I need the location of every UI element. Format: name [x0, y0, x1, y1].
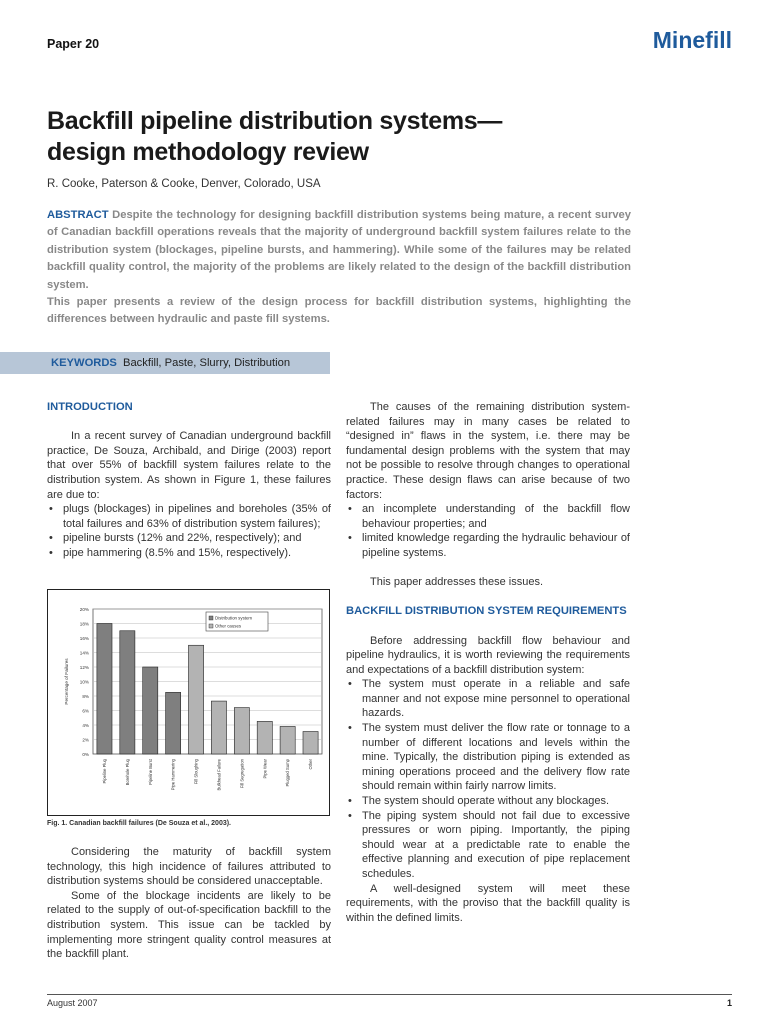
x-tick-label: Plugged Sump: [285, 759, 291, 787]
bar-plugged-sump: [280, 726, 295, 754]
x-tick-label: Pipe Hammering: [170, 759, 176, 791]
x-tick-label: Fill Segregation: [239, 759, 245, 789]
list-item: • plugs (blockages) in pipelines and boreholes (35% of total failures and 63% of distribution system failures);: [47, 502, 331, 531]
y-tick-label: 2%: [82, 737, 89, 743]
x-tick-label: Borehole Plug: [124, 759, 130, 786]
y-tick-label: 20%: [79, 607, 89, 612]
bar-bulkhead-failure: [211, 701, 226, 754]
list-item: • The system must operate in a reliable and safe manner and not expose mine personnel to operational hazards.: [346, 677, 630, 721]
bar-pipe-hammering: [166, 692, 181, 754]
maturity-paragraph: Considering the maturity of backfill system technology, this high incidence of failures attributed to distribution systems should be considered unacceptable.: [47, 846, 331, 888]
list-item: • limited knowledge regarding the hydraulic behaviour of pipeline systems.: [346, 531, 630, 560]
abstract-paragraph-1: [47, 207, 631, 294]
page-number: 1: [726, 998, 732, 1008]
keywords-label: KEYWORDS: [51, 357, 117, 369]
y-tick-label: 12%: [79, 665, 89, 670]
list-item: • an incomplete understanding of the backfill flow behaviour properties; and: [346, 502, 630, 531]
failure-bullets: [47, 502, 331, 560]
y-tick-label: 14%: [79, 650, 89, 656]
title-line-2: design methodology review: [47, 138, 369, 166]
bar-fill-segregation: [234, 708, 249, 754]
factors-bullets: [346, 502, 630, 560]
list-item: • The system should operate without any blockages.: [346, 794, 630, 809]
title-line-1: Backfill pipeline distribution systems—: [47, 107, 503, 135]
x-tick-label: Pipeline Burst: [147, 759, 153, 785]
bar-pipe-wear: [257, 721, 272, 754]
abstract-text-1: Despite the technology for designing backfill distribution systems being mature, a recent survey of Canadian backfill operations reveals that the majority of underground backfill system failures relate to the distribution system (blockages, pipeline bursts, and hammering). While some of the failures may be related backfill quality control, the majority of the problems are likely related to the design of the backfill distribution system.: [47, 209, 631, 291]
list-item: • The piping system should not fail due to excessive pressures or worn piping. Importantly, the piping should wear at a predictable rate to enable the effective planning and execution of pipe replacement schedules.: [346, 809, 630, 882]
legend-swatch: [209, 616, 213, 620]
list-item: • pipe hammering (8.5% and 15%, respectively).: [47, 546, 331, 561]
y-axis-label: Percentage of Failures: [64, 658, 69, 705]
abstract-paragraph-2: This paper presents a review of the design process for backfill distribution systems, highlighting the differences between hydraulic and paste fill systems.: [47, 296, 631, 326]
bar-borehole-plug: [120, 631, 135, 754]
abstract: [47, 207, 631, 329]
x-tick-label: Bulkhead Failure: [216, 759, 222, 791]
left-column: [47, 400, 331, 561]
failures-bar-chart: [48, 590, 331, 817]
intro-paragraph: In a recent survey of Canadian underground backfill practice, De Souza, Archibald, and Dirige (2003) report that over 55% of backfill system failures relate to the distribution system. As shown in Figure 1, these failures are due to:: [47, 430, 331, 501]
y-tick-label: 18%: [79, 621, 89, 627]
bar-other: [303, 732, 318, 754]
requirements-bullets: [346, 677, 630, 881]
x-tick-label: Pipe Wear: [262, 759, 268, 779]
y-tick-label: 16%: [79, 636, 89, 641]
right-column: [346, 400, 630, 925]
legend-entry: Other causes: [215, 623, 242, 629]
x-tick-label: Pipeline Plug: [101, 759, 107, 784]
causes-paragraph: The causes of the remaining distribution system-related failures may in many cases be related to “designed in” flaws in the system, i.e. there may be fundamental design problems with the system that may not be possible to resolve through changes to operational practice. These design flaws can arise because of two factors:: [346, 401, 630, 501]
introduction-heading: INTRODUCTION: [47, 401, 133, 413]
keywords-text: Backfill, Paste, Slurry, Distribution: [123, 357, 291, 369]
figure-caption: Fig. 1. Canadian backfill failures (De Souza et al., 2003).: [47, 820, 232, 827]
paper-number: Paper 20: [47, 37, 100, 51]
abstract-label: ABSTRACT: [47, 209, 109, 221]
legend-entry: Distribution system: [215, 615, 253, 621]
y-tick-label: 10%: [79, 679, 89, 685]
x-tick-label: Other: [308, 759, 314, 770]
requirements-heading: BACKFILL DISTRIBUTION SYSTEM REQUIREMENTS: [346, 605, 627, 618]
authors: R. Cooke, Paterson & Cooke, Denver, Colorado, USA: [47, 178, 321, 190]
figure-1: [47, 589, 330, 816]
y-tick-label: 4%: [82, 723, 89, 728]
y-tick-label: 0%: [82, 752, 89, 757]
y-tick-label: 8%: [82, 694, 89, 699]
y-tick-label: 6%: [82, 708, 89, 714]
footer-date: August 2007: [47, 998, 98, 1008]
list-item: • pipeline bursts (12% and 22%, respectively); and: [47, 531, 331, 546]
keywords-bar: [0, 352, 330, 374]
requirements-intro: Before addressing backfill flow behaviour and pipeline hydraulics, it is worth reviewing the requirements and expectations of a backfill distribution system:: [346, 634, 630, 676]
footer-divider: [47, 994, 732, 995]
paper-title: [47, 106, 647, 168]
bar-fill-sloughing: [188, 645, 203, 754]
left-column-lower: [47, 845, 331, 962]
bar-pipeline-plug: [97, 624, 112, 755]
brand-logo: Minefill: [652, 27, 732, 53]
legend-swatch: [209, 624, 213, 628]
well-designed-paragraph: A well-designed system will meet these requirements, with the proviso that the backfill quality is within the defined limits.: [346, 882, 630, 924]
blockage-paragraph: Some of the blockage incidents are likely to be related to the supply of out-of-specification backfill to the distribution system. This issue can be tackled by implementing more stringent quality control measures at the backfill plant.: [47, 889, 331, 961]
x-tick-label: Fill Sloughing: [193, 759, 199, 785]
list-item: • The system must deliver the flow rate or tonnage to a number of different locations and levels within the mine. Typically, the distribution piping is extended as mining operations proceed and the delivery flow rate should remain within fairly narrow limits.: [346, 721, 630, 794]
bar-pipeline-burst: [143, 667, 158, 754]
addresses-paragraph: This paper addresses these issues.: [370, 576, 544, 589]
